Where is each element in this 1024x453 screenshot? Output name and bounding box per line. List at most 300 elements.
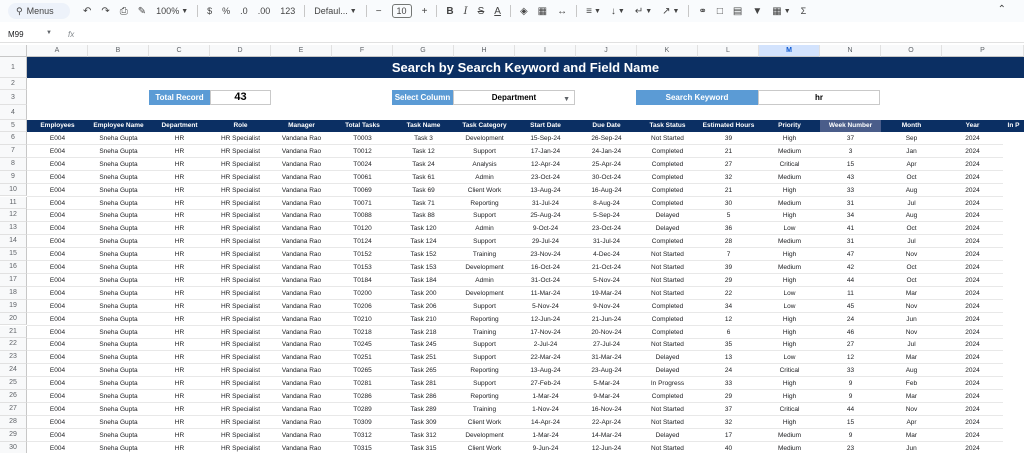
table-cell[interactable]: HR bbox=[149, 403, 210, 416]
table-cell[interactable]: Development bbox=[454, 261, 515, 274]
table-cell[interactable]: Training bbox=[454, 403, 515, 416]
table-cell[interactable]: Nov bbox=[881, 326, 942, 339]
table-cell[interactable]: Completed bbox=[637, 184, 698, 197]
row-header-9[interactable]: 9 bbox=[0, 171, 27, 184]
table-cell[interactable]: Sneha Gupta bbox=[88, 338, 149, 351]
table-cell[interactable]: Not Started bbox=[637, 261, 698, 274]
column-header-n[interactable]: N bbox=[820, 45, 881, 57]
table-cell[interactable]: Jun bbox=[881, 442, 942, 453]
table-cell[interactable]: In Progress bbox=[637, 377, 698, 390]
table-cell[interactable]: E004 bbox=[27, 313, 88, 326]
table-cell[interactable]: Sneha Gupta bbox=[88, 313, 149, 326]
table-cell[interactable]: HR bbox=[149, 184, 210, 197]
table-cell[interactable]: 27-Jul-24 bbox=[576, 338, 637, 351]
table-cell[interactable]: 3 bbox=[820, 145, 881, 158]
table-cell[interactable]: Sneha Gupta bbox=[88, 287, 149, 300]
table-cell[interactable]: 14-Apr-24 bbox=[515, 416, 576, 429]
table-cell[interactable]: Vandana Rao bbox=[271, 351, 332, 364]
table-cell[interactable]: 9-Oct-24 bbox=[515, 222, 576, 235]
column-header-e[interactable]: E bbox=[271, 45, 332, 57]
table-cell[interactable]: 15-Sep-24 bbox=[515, 132, 576, 145]
table-cell[interactable]: Task 210 bbox=[393, 313, 454, 326]
table-cell[interactable]: Sneha Gupta bbox=[88, 326, 149, 339]
table-cell[interactable]: 2-Jul-24 bbox=[515, 338, 576, 351]
table-cell[interactable]: T0003 bbox=[332, 132, 393, 145]
table-cell[interactable]: Development bbox=[454, 132, 515, 145]
table-cell[interactable]: High bbox=[759, 274, 820, 287]
table-cell[interactable]: Aug bbox=[881, 364, 942, 377]
table-cell[interactable]: 16-Aug-24 bbox=[576, 184, 637, 197]
table-cell[interactable]: High bbox=[759, 132, 820, 145]
table-cell[interactable]: Task 309 bbox=[393, 416, 454, 429]
table-cell[interactable]: T0312 bbox=[332, 429, 393, 442]
table-cell[interactable]: 21 bbox=[698, 184, 759, 197]
table-cell[interactable]: 30 bbox=[698, 197, 759, 210]
table-cell[interactable]: 2024 bbox=[942, 403, 1003, 416]
table-cell[interactable]: Sneha Gupta bbox=[88, 442, 149, 453]
table-cell[interactable]: HR bbox=[149, 274, 210, 287]
table-cell[interactable]: Vandana Rao bbox=[271, 442, 332, 453]
table-cell[interactable]: Task 245 bbox=[393, 338, 454, 351]
table-cell[interactable]: 41 bbox=[820, 222, 881, 235]
decrease-font-size-button[interactable]: − bbox=[375, 5, 382, 17]
number-format-button[interactable]: 123 bbox=[280, 6, 296, 16]
table-cell[interactable]: Vandana Rao bbox=[271, 184, 332, 197]
table-cell[interactable]: 31 bbox=[820, 197, 881, 210]
table-cell[interactable]: HR bbox=[149, 197, 210, 210]
strikethrough-button[interactable]: S bbox=[477, 5, 485, 17]
table-cell[interactable]: 39 bbox=[698, 261, 759, 274]
table-cell[interactable]: 6 bbox=[698, 326, 759, 339]
table-cell[interactable]: 11-Mar-24 bbox=[515, 287, 576, 300]
table-cell[interactable]: Completed bbox=[637, 158, 698, 171]
table-cell[interactable]: HR Specialist bbox=[210, 377, 271, 390]
table-cell[interactable]: Reporting bbox=[454, 313, 515, 326]
row-header-30[interactable]: 30 bbox=[0, 442, 27, 453]
table-cell[interactable]: 2024 bbox=[942, 171, 1003, 184]
collapse-toolbar-icon[interactable]: ⌃ bbox=[997, 4, 1006, 15]
table-cell[interactable]: HR bbox=[149, 442, 210, 453]
table-cell[interactable]: HR Specialist bbox=[210, 248, 271, 261]
table-cell[interactable]: High bbox=[759, 313, 820, 326]
table-cell[interactable]: Vandana Rao bbox=[271, 287, 332, 300]
table-cell[interactable]: 44 bbox=[820, 403, 881, 416]
table-cell[interactable]: Medium bbox=[759, 442, 820, 453]
row-header-22[interactable]: 22 bbox=[0, 338, 27, 351]
table-cell[interactable]: HR Specialist bbox=[210, 338, 271, 351]
table-cell[interactable]: Vandana Rao bbox=[271, 235, 332, 248]
table-cell[interactable]: High bbox=[759, 326, 820, 339]
table-cell[interactable]: Vandana Rao bbox=[271, 416, 332, 429]
table-cell[interactable]: 36 bbox=[698, 222, 759, 235]
row-header-23[interactable]: 23 bbox=[0, 351, 27, 364]
table-cell[interactable]: Apr bbox=[881, 416, 942, 429]
table-cell[interactable]: 21-Jun-24 bbox=[576, 313, 637, 326]
table-cell[interactable]: T0281 bbox=[332, 377, 393, 390]
italic-button[interactable]: I bbox=[463, 5, 468, 17]
table-cell[interactable]: Mar bbox=[881, 390, 942, 403]
table-cell[interactable]: 14-Mar-24 bbox=[576, 429, 637, 442]
table-cell[interactable]: T0210 bbox=[332, 313, 393, 326]
table-cell[interactable]: Task 315 bbox=[393, 442, 454, 453]
table-cell[interactable]: HR Specialist bbox=[210, 326, 271, 339]
table-cell[interactable]: E004 bbox=[27, 261, 88, 274]
table-cell[interactable]: 2024 bbox=[942, 287, 1003, 300]
table-cell[interactable]: Task 218 bbox=[393, 326, 454, 339]
table-cell[interactable]: HR bbox=[149, 338, 210, 351]
table-cell[interactable]: Task 312 bbox=[393, 429, 454, 442]
table-cell[interactable]: E004 bbox=[27, 326, 88, 339]
table-cell[interactable]: 9-Mar-24 bbox=[576, 390, 637, 403]
table-cell[interactable]: Support bbox=[454, 377, 515, 390]
table-cell[interactable]: 20-Nov-24 bbox=[576, 326, 637, 339]
text-rotation-icon[interactable]: ↗ ▼ bbox=[662, 5, 680, 17]
table-cell[interactable]: 43 bbox=[820, 171, 881, 184]
table-cell[interactable]: Low bbox=[759, 351, 820, 364]
row-header-24[interactable]: 24 bbox=[0, 364, 27, 377]
table-cell[interactable]: Admin bbox=[454, 171, 515, 184]
table-cell[interactable]: E004 bbox=[27, 300, 88, 313]
table-cell[interactable]: T0153 bbox=[332, 261, 393, 274]
table-cell[interactable]: Reporting bbox=[454, 197, 515, 210]
table-cell[interactable]: 13-Aug-24 bbox=[515, 184, 576, 197]
table-cell[interactable]: HR Specialist bbox=[210, 158, 271, 171]
table-cell[interactable]: Vandana Rao bbox=[271, 261, 332, 274]
table-cell[interactable]: High bbox=[759, 248, 820, 261]
row-header-20[interactable]: 20 bbox=[0, 313, 27, 326]
table-cell[interactable]: T0315 bbox=[332, 442, 393, 453]
table-cell[interactable]: Support bbox=[454, 300, 515, 313]
table-cell[interactable]: HR bbox=[149, 416, 210, 429]
column-header-d[interactable]: D bbox=[210, 45, 271, 57]
table-cell[interactable]: Oct bbox=[881, 171, 942, 184]
column-header-l[interactable]: L bbox=[698, 45, 759, 57]
table-cell[interactable]: 23-Oct-24 bbox=[515, 171, 576, 184]
table-cell[interactable]: Medium bbox=[759, 171, 820, 184]
table-cell[interactable]: 9 bbox=[820, 377, 881, 390]
table-cell[interactable]: 44 bbox=[820, 274, 881, 287]
table-cell[interactable]: 13 bbox=[698, 351, 759, 364]
table-cell[interactable]: 17-Jan-24 bbox=[515, 145, 576, 158]
table-cell[interactable]: T0265 bbox=[332, 364, 393, 377]
increase-decimal-button[interactable]: .00 bbox=[257, 6, 271, 16]
table-cell[interactable]: Sneha Gupta bbox=[88, 300, 149, 313]
table-cell[interactable]: T0088 bbox=[332, 209, 393, 222]
table-cell[interactable]: Task 24 bbox=[393, 158, 454, 171]
row-header-25[interactable]: 25 bbox=[0, 377, 27, 390]
table-cell[interactable]: Task 281 bbox=[393, 377, 454, 390]
table-cell[interactable]: HR bbox=[149, 300, 210, 313]
table-cell[interactable]: 27 bbox=[698, 158, 759, 171]
increase-font-size-button[interactable]: + bbox=[421, 5, 428, 17]
table-cell[interactable]: HR Specialist bbox=[210, 429, 271, 442]
table-cell[interactable]: 22-Mar-24 bbox=[515, 351, 576, 364]
table-cell[interactable]: Analysis bbox=[454, 158, 515, 171]
table-cell[interactable]: Vandana Rao bbox=[271, 248, 332, 261]
table-cell[interactable]: 17 bbox=[698, 429, 759, 442]
table-cell[interactable]: E004 bbox=[27, 197, 88, 210]
table-cell[interactable]: Vandana Rao bbox=[271, 390, 332, 403]
select-all-corner[interactable] bbox=[0, 45, 27, 57]
table-cell[interactable]: Task 200 bbox=[393, 287, 454, 300]
table-cell[interactable]: Vandana Rao bbox=[271, 222, 332, 235]
table-cell[interactable]: Task 152 bbox=[393, 248, 454, 261]
table-cell[interactable]: T0124 bbox=[332, 235, 393, 248]
table-cell[interactable]: 2024 bbox=[942, 132, 1003, 145]
table-cell[interactable]: 12 bbox=[698, 313, 759, 326]
table-cell[interactable]: Training bbox=[454, 248, 515, 261]
table-cell[interactable]: 16-Oct-24 bbox=[515, 261, 576, 274]
table-cell[interactable]: Completed bbox=[637, 171, 698, 184]
table-cell[interactable]: Delayed bbox=[637, 429, 698, 442]
row-header-28[interactable]: 28 bbox=[0, 416, 27, 429]
table-cell[interactable]: 2024 bbox=[942, 158, 1003, 171]
table-cell[interactable]: High bbox=[759, 416, 820, 429]
row-header-14[interactable]: 14 bbox=[0, 235, 27, 248]
table-cell[interactable]: Task 120 bbox=[393, 222, 454, 235]
table-cell[interactable]: HR Specialist bbox=[210, 145, 271, 158]
table-cell[interactable]: T0071 bbox=[332, 197, 393, 210]
table-cell[interactable]: HR bbox=[149, 377, 210, 390]
row-header-12[interactable]: 12 bbox=[0, 209, 27, 222]
table-cell[interactable]: 26-Sep-24 bbox=[576, 132, 637, 145]
redo-icon[interactable]: ↷ bbox=[101, 5, 110, 17]
table-cell[interactable]: Task 153 bbox=[393, 261, 454, 274]
table-cell[interactable]: E004 bbox=[27, 442, 88, 453]
table-cell[interactable]: 46 bbox=[820, 326, 881, 339]
column-header-j[interactable]: J bbox=[576, 45, 637, 57]
table-cell[interactable]: 24 bbox=[820, 313, 881, 326]
column-header-a[interactable]: A bbox=[27, 45, 88, 57]
table-cell[interactable]: Completed bbox=[637, 145, 698, 158]
table-cell[interactable]: E004 bbox=[27, 338, 88, 351]
row-header-5[interactable]: 5 bbox=[0, 120, 27, 132]
table-cell[interactable]: Not Started bbox=[637, 248, 698, 261]
table-cell[interactable]: Support bbox=[454, 235, 515, 248]
table-cell[interactable]: T0152 bbox=[332, 248, 393, 261]
table-cell[interactable]: Low bbox=[759, 222, 820, 235]
insert-chart-icon[interactable]: ▤ bbox=[732, 5, 743, 17]
table-cell[interactable]: 32 bbox=[698, 416, 759, 429]
table-cell[interactable]: 15 bbox=[820, 158, 881, 171]
table-cell[interactable]: 31-Oct-24 bbox=[515, 274, 576, 287]
row-header-13[interactable]: 13 bbox=[0, 222, 27, 235]
fill-color-icon[interactable]: ◈ bbox=[519, 5, 528, 17]
table-cell[interactable]: Vandana Rao bbox=[271, 403, 332, 416]
table-cell[interactable]: Sneha Gupta bbox=[88, 351, 149, 364]
table-cell[interactable]: Jul bbox=[881, 235, 942, 248]
table-cell[interactable]: Sneha Gupta bbox=[88, 132, 149, 145]
table-cell[interactable]: Mar bbox=[881, 429, 942, 442]
table-cell[interactable]: HR Specialist bbox=[210, 351, 271, 364]
table-cell[interactable]: Sneha Gupta bbox=[88, 184, 149, 197]
table-cell[interactable]: Completed bbox=[637, 390, 698, 403]
table-cell[interactable]: Vandana Rao bbox=[271, 338, 332, 351]
table-cell[interactable]: 1-Nov-24 bbox=[515, 403, 576, 416]
column-header-g[interactable]: G bbox=[393, 45, 454, 57]
table-cell[interactable]: 2024 bbox=[942, 274, 1003, 287]
table-cell[interactable]: Completed bbox=[637, 235, 698, 248]
table-cell[interactable]: HR Specialist bbox=[210, 209, 271, 222]
table-cell[interactable]: Jan bbox=[881, 145, 942, 158]
table-cell[interactable]: 8-Aug-24 bbox=[576, 197, 637, 210]
table-cell[interactable]: High bbox=[759, 390, 820, 403]
table-cell[interactable]: Vandana Rao bbox=[271, 145, 332, 158]
table-cell[interactable]: T0286 bbox=[332, 390, 393, 403]
table-cell[interactable]: 21 bbox=[698, 145, 759, 158]
table-cell[interactable]: HR Specialist bbox=[210, 222, 271, 235]
table-cell[interactable]: HR bbox=[149, 287, 210, 300]
table-cell[interactable]: Vandana Rao bbox=[271, 132, 332, 145]
font-size-input[interactable]: 10 bbox=[392, 4, 412, 18]
zoom-select[interactable] bbox=[156, 3, 188, 19]
table-cell[interactable]: 4-Dec-24 bbox=[576, 248, 637, 261]
table-cell[interactable]: 31 bbox=[820, 235, 881, 248]
table-cell[interactable]: 39 bbox=[698, 132, 759, 145]
table-cell[interactable]: 24-Jan-24 bbox=[576, 145, 637, 158]
table-cell[interactable]: Not Started bbox=[637, 416, 698, 429]
table-cell[interactable]: E004 bbox=[27, 171, 88, 184]
table-cell[interactable]: 9 bbox=[820, 390, 881, 403]
bold-button[interactable]: B bbox=[446, 5, 454, 17]
table-cell[interactable]: Vandana Rao bbox=[271, 197, 332, 210]
table-cell[interactable]: Mar bbox=[881, 351, 942, 364]
table-cell[interactable]: 12-Apr-24 bbox=[515, 158, 576, 171]
table-cell[interactable]: Oct bbox=[881, 274, 942, 287]
table-cell[interactable]: Vandana Rao bbox=[271, 313, 332, 326]
table-cell[interactable]: 45 bbox=[820, 300, 881, 313]
row-header-18[interactable]: 18 bbox=[0, 287, 27, 300]
table-cell[interactable]: 24 bbox=[698, 364, 759, 377]
table-cell[interactable]: HR Specialist bbox=[210, 442, 271, 453]
column-header-b[interactable]: B bbox=[88, 45, 149, 57]
table-cell[interactable]: 12 bbox=[820, 351, 881, 364]
table-cell[interactable]: T0218 bbox=[332, 326, 393, 339]
table-cell[interactable]: 2024 bbox=[942, 261, 1003, 274]
table-cell[interactable]: Vandana Rao bbox=[271, 209, 332, 222]
table-cell[interactable]: 21-Oct-24 bbox=[576, 261, 637, 274]
table-cell[interactable]: 2024 bbox=[942, 338, 1003, 351]
table-cell[interactable]: 2024 bbox=[942, 390, 1003, 403]
table-cell[interactable]: Not Started bbox=[637, 403, 698, 416]
table-cell[interactable]: 47 bbox=[820, 248, 881, 261]
table-cell[interactable]: E004 bbox=[27, 403, 88, 416]
row-header-17[interactable]: 17 bbox=[0, 274, 27, 287]
table-cell[interactable]: 19-Mar-24 bbox=[576, 287, 637, 300]
table-cell[interactable]: Nov bbox=[881, 248, 942, 261]
table-cell[interactable]: Delayed bbox=[637, 222, 698, 235]
table-cell[interactable]: Mar bbox=[881, 287, 942, 300]
table-cell[interactable]: Sneha Gupta bbox=[88, 429, 149, 442]
table-cell[interactable]: Vandana Rao bbox=[271, 274, 332, 287]
undo-icon[interactable]: ↶ bbox=[83, 5, 92, 17]
borders-icon[interactable]: ▦ bbox=[537, 5, 548, 17]
row-header-2[interactable]: 2 bbox=[0, 78, 27, 90]
menus-search-button[interactable] bbox=[8, 3, 70, 19]
table-cell[interactable]: 22-Apr-24 bbox=[576, 416, 637, 429]
table-cell[interactable]: 12-Jun-24 bbox=[576, 442, 637, 453]
table-cell[interactable]: 16-Nov-24 bbox=[576, 403, 637, 416]
table-cell[interactable]: 35 bbox=[698, 338, 759, 351]
table-cell[interactable]: 9-Jun-24 bbox=[515, 442, 576, 453]
table-cell[interactable]: HR Specialist bbox=[210, 171, 271, 184]
table-cell[interactable]: HR bbox=[149, 209, 210, 222]
table-cell[interactable]: 2024 bbox=[942, 326, 1003, 339]
table-cell[interactable]: E004 bbox=[27, 390, 88, 403]
table-cell[interactable]: Task 3 bbox=[393, 132, 454, 145]
table-cell[interactable]: E004 bbox=[27, 222, 88, 235]
table-cell[interactable]: Sep bbox=[881, 132, 942, 145]
table-cell[interactable]: E004 bbox=[27, 416, 88, 429]
table-cell[interactable]: 29 bbox=[698, 390, 759, 403]
table-cell[interactable]: Delayed bbox=[637, 351, 698, 364]
table-cell[interactable]: 2024 bbox=[942, 145, 1003, 158]
name-box[interactable] bbox=[0, 30, 56, 39]
table-cell[interactable]: Training bbox=[454, 326, 515, 339]
vertical-align-icon[interactable]: ↓ ▼ bbox=[610, 5, 625, 17]
text-wrap-icon[interactable]: ↵ ▼ bbox=[634, 5, 653, 17]
table-cell[interactable]: T0289 bbox=[332, 403, 393, 416]
table-cell[interactable]: Development bbox=[454, 287, 515, 300]
table-cell[interactable]: 2024 bbox=[942, 442, 1003, 453]
table-cell[interactable]: T0061 bbox=[332, 171, 393, 184]
table-cell[interactable]: High bbox=[759, 209, 820, 222]
column-header-k[interactable]: K bbox=[637, 45, 698, 57]
table-cell[interactable]: Task 69 bbox=[393, 184, 454, 197]
table-cell[interactable]: 31-Jul-24 bbox=[515, 197, 576, 210]
table-cell[interactable]: Sneha Gupta bbox=[88, 403, 149, 416]
table-cell[interactable]: Vandana Rao bbox=[271, 377, 332, 390]
table-cell[interactable]: Vandana Rao bbox=[271, 326, 332, 339]
table-cell[interactable]: Aug bbox=[881, 184, 942, 197]
table-cell[interactable]: T0200 bbox=[332, 287, 393, 300]
table-cell[interactable]: E004 bbox=[27, 377, 88, 390]
table-cell[interactable]: 29 bbox=[698, 274, 759, 287]
table-cell[interactable]: T0251 bbox=[332, 351, 393, 364]
table-cell[interactable]: 32 bbox=[698, 171, 759, 184]
table-cell[interactable]: Sneha Gupta bbox=[88, 377, 149, 390]
table-cell[interactable]: T0309 bbox=[332, 416, 393, 429]
column-header-f[interactable]: F bbox=[332, 45, 393, 57]
table-cell[interactable]: Sneha Gupta bbox=[88, 364, 149, 377]
table-cell[interactable]: HR Specialist bbox=[210, 390, 271, 403]
percent-format-button[interactable]: % bbox=[222, 6, 231, 16]
table-cell[interactable]: Sneha Gupta bbox=[88, 274, 149, 287]
table-cell[interactable]: 12-Jun-24 bbox=[515, 313, 576, 326]
row-header-29[interactable]: 29 bbox=[0, 429, 27, 442]
table-cell[interactable]: Task 286 bbox=[393, 390, 454, 403]
table-cell[interactable]: 2024 bbox=[942, 351, 1003, 364]
row-header-10[interactable]: 10 bbox=[0, 184, 27, 197]
table-cell[interactable]: Low bbox=[759, 300, 820, 313]
row-header-4[interactable]: 4 bbox=[0, 105, 27, 120]
table-cell[interactable]: Not Started bbox=[637, 132, 698, 145]
table-cell[interactable]: Completed bbox=[637, 313, 698, 326]
table-cell[interactable]: Sneha Gupta bbox=[88, 145, 149, 158]
table-cell[interactable]: Sneha Gupta bbox=[88, 235, 149, 248]
table-cell[interactable]: 23-Aug-24 bbox=[576, 364, 637, 377]
table-cell[interactable]: High bbox=[759, 184, 820, 197]
table-cell[interactable]: Completed bbox=[637, 300, 698, 313]
table-cell[interactable]: Task 61 bbox=[393, 171, 454, 184]
table-cell[interactable]: Oct bbox=[881, 222, 942, 235]
table-cell[interactable]: 34 bbox=[698, 300, 759, 313]
table-cell[interactable]: Task 12 bbox=[393, 145, 454, 158]
table-cell[interactable]: HR bbox=[149, 158, 210, 171]
table-cell[interactable]: E004 bbox=[27, 429, 88, 442]
table-cell[interactable]: 33 bbox=[698, 377, 759, 390]
row-header-1[interactable]: 1 bbox=[0, 57, 27, 78]
